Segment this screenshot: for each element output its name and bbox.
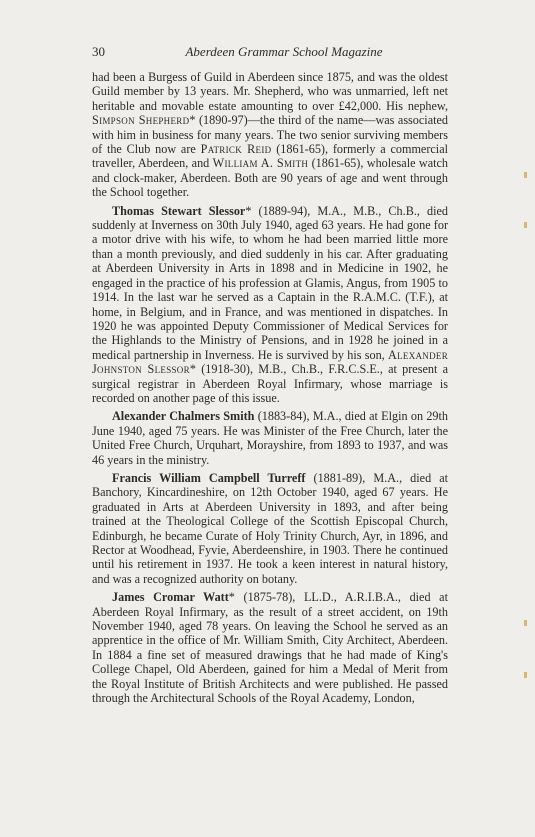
obituary-slessor xyxy=(92,204,448,406)
person-name: Simpson Shepherd xyxy=(92,113,190,128)
text-run: * (1889-94), M.A., M.B., Ch.B., died suddenly at Inverness on 30th July 1940, aged 63 years. He had gone for a motor drive with his wife, to whom he had been married little more than a month previously, and died suddenly in his car. After graduating at Aberdeen University in Arts in 1898 and in Medicine in 1902, he engaged in the practice of his profession at Glamis, Angus, from 1905 to 1914. In the last war he served as a Captain in the R.A.M.C. (T.F.), at home, in Belgium, and in France, and was mentioned in dispatches. In 1920 he was appointed Deputy Commissioner of Medical Services for the Highlands to the Ministry of Pensions, and in 1928 he joined in a medical partnership in Inverness. He is survived by his son, xyxy=(92,203,448,362)
obituary-name: Francis William Campbell Turreff xyxy=(112,470,306,485)
page-number: 30 xyxy=(92,44,105,59)
text-run: (1883-84), M.A., died at Elgin on 29th June 1940, aged 75 years. He was Minister of the Free Church, later the United Free Church, Urquhart, Morayshire, from 1893 to 1937, and was 46 years in the ministry. xyxy=(92,409,448,467)
running-title: Aberdeen Grammar School Magazine xyxy=(185,44,383,59)
text-run: * (1890-97)—the third of the name—was associated with him in business for many years. The two senior surviving members of the Club now are xyxy=(92,113,448,157)
text-run: * (1918-30), M.B., Ch.B., F.R.C.S.E., at present a surgical registrar in Aberdeen Royal Infirmary, whose marriage is recorded on another page of this issue. xyxy=(92,362,448,405)
paragraph-shepherd-continued xyxy=(92,70,448,200)
page-edge-mark xyxy=(524,672,527,678)
obituary-name: Thomas Stewart Slessor xyxy=(112,203,246,218)
page-edge-mark xyxy=(524,172,527,178)
obituary-smith xyxy=(92,409,448,467)
page-edge-mark xyxy=(524,222,527,228)
page-edge-mark xyxy=(524,620,527,626)
person-name: Patrick Reid xyxy=(200,142,272,157)
person-name: Alexander Johnston Slessor xyxy=(92,347,448,377)
text-run: had been a Burgess of Guild in Aberdeen since 1875, and was the oldest Guild member by 13 years. Mr. Shepherd, who was unmarried, left net heritable and movable estate amounting to over £42,000. His nephew, xyxy=(92,70,448,113)
text-run: (1861-65), formerly a commercial traveller, Aberdeen, and xyxy=(92,142,448,171)
text-run: (1861-65), wholesale watch and clock-maker, Aberdeen. Both are 90 years of age and went through the School together. xyxy=(92,156,448,200)
text-run: * (1875-78), LL.D., A.R.I.B.A., died at Aberdeen Royal Infirmary, as the result of a street accident, on 19th November 1940, aged 78 years. On leaving the School he served as an apprentice in the office of Mr. William Smith, City Architect, Aberdeen. In 1884 a fine set of measured drawings that he had made of King's College Chapel, Old Aberdeen, gained for him a Medal of Merit from the Royal Institute of British Architects and were published. He passed through the Architectural Schools of the Royal Academy, London, xyxy=(92,590,448,706)
article-body xyxy=(92,70,448,709)
obituary-turreff xyxy=(92,471,448,586)
obituary-name: Alexander Chalmers Smith xyxy=(112,409,255,424)
obituary-watt xyxy=(92,590,448,705)
obituary-name: James Cromar Watt xyxy=(112,590,229,605)
person-name: William A. Smith xyxy=(212,156,309,171)
text-run: (1881-89), M.A., died at Banchory, Kincardineshire, on 12th October 1940, aged 67 years. He graduated in Arts at Aberdeen University in 1893, and after being trained at the Theological College of the Scottish Episcopal Church, Edinburgh, he became Curate of Holy Trinity Church, Ayr, in 1896, and Rector at Woodhead, Fyvie, Aberdeenshire, in 1903. There he continued until his retirement in 1937. He took a keen interest in natural history, and was a recognized authority on botany. xyxy=(92,470,449,586)
page-header xyxy=(92,44,452,62)
